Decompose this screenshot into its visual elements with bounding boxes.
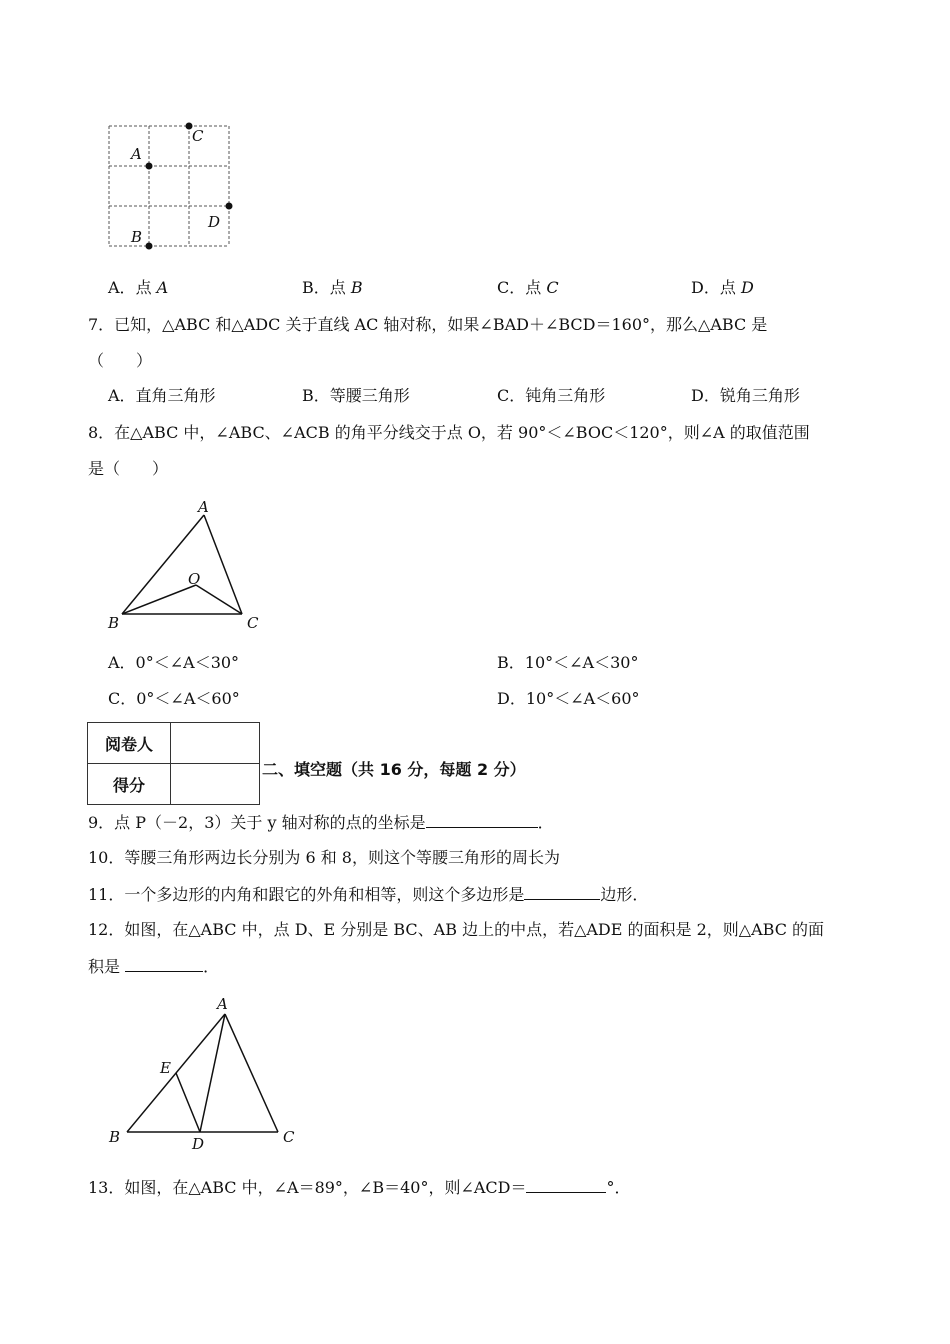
q6-option-c: C．点 C: [497, 278, 559, 297]
label-o: O: [188, 570, 201, 588]
grader-table: [87, 722, 260, 805]
q10: 10．等腰三角形两边长分别为 6 和 8，则这个等腰三角形的周长为: [88, 848, 560, 867]
q7-option-b: B．等腰三角形: [302, 386, 410, 405]
q6-grid-figure: [100, 118, 250, 258]
q6-option-d: D．点 D: [691, 278, 754, 297]
label-b: B: [109, 1128, 121, 1146]
q6-option-a: A．点 A: [108, 278, 169, 297]
q13-answer-blank[interactable]: [526, 1177, 606, 1193]
q11: 11．一个多边形的内角和跟它的外角和相等，则这个多边形是 边形．: [88, 885, 649, 904]
label-b: B: [131, 228, 143, 246]
label-c: C: [247, 614, 259, 632]
q12-stem-line2: 积是 ．: [88, 957, 220, 976]
label-a: A: [217, 995, 228, 1013]
point-a: [146, 163, 153, 170]
q8-option-a: A．0°＜∠A＜30°: [108, 653, 240, 672]
q9: 9．点 P（－2，3）关于 y 轴对称的点的坐标是 ．: [88, 813, 554, 832]
label-b: B: [108, 614, 120, 632]
q7-option-d: D．锐角三角形: [691, 386, 800, 405]
q8-option-c: C．0°＜∠A＜60°: [108, 689, 240, 708]
q7-option-c: C．钝角三角形: [497, 386, 606, 405]
q8-option-b: B．10°＜∠A＜30°: [497, 653, 639, 672]
q7-stem-line2: （ ）: [88, 351, 153, 370]
q8-stem-line1: 8．在△ABC 中，∠ABC、∠ACB 的角平分线交于点 O，若 90°＜∠BOC＜120°，则∠A 的取值范围: [88, 423, 810, 442]
point-b: [146, 243, 153, 250]
q12-triangle-figure: [100, 992, 310, 1152]
q8-triangle-figure: [100, 495, 270, 635]
q13: 13．如图，在△ABC 中，∠A＝89°，∠B＝40°，则∠ACD＝ °．: [88, 1178, 631, 1197]
score-label: 得分: [88, 764, 171, 805]
label-e: E: [160, 1059, 171, 1077]
label-c: C: [192, 127, 204, 145]
q12-answer-blank[interactable]: [125, 956, 203, 972]
grader-label: 阅卷人: [88, 723, 171, 764]
q7-option-a: A．直角三角形: [108, 386, 216, 405]
label-d: D: [192, 1135, 205, 1152]
label-c: C: [283, 1128, 295, 1146]
label-d: D: [208, 213, 221, 231]
q11-answer-blank[interactable]: [524, 884, 600, 900]
q8-option-d: D．10°＜∠A＜60°: [497, 689, 640, 708]
q6-option-b: B．点 B: [302, 278, 363, 297]
grader-cell: [171, 723, 260, 764]
point-d: [226, 203, 233, 210]
q8-stem-line2: 是（ ）: [88, 459, 169, 478]
q9-answer-blank[interactable]: [426, 812, 538, 828]
label-a: A: [131, 145, 142, 163]
section-title: 二、填空题（共 16 分，每题 2 分）: [262, 760, 526, 779]
q7-stem-line1: 7．已知，△ABC 和△ADC 关于直线 AC 轴对称，如果∠BAD＋∠BCD＝160°，那么△ABC 是: [88, 315, 768, 334]
label-a: A: [198, 498, 209, 516]
score-cell: [171, 764, 260, 805]
q12-stem-line1: 12．如图，在△ABC 中，点 D、E 分别是 BC、AB 边上的中点，若△ADE 的面积是 2，则△ABC 的面: [88, 920, 825, 939]
